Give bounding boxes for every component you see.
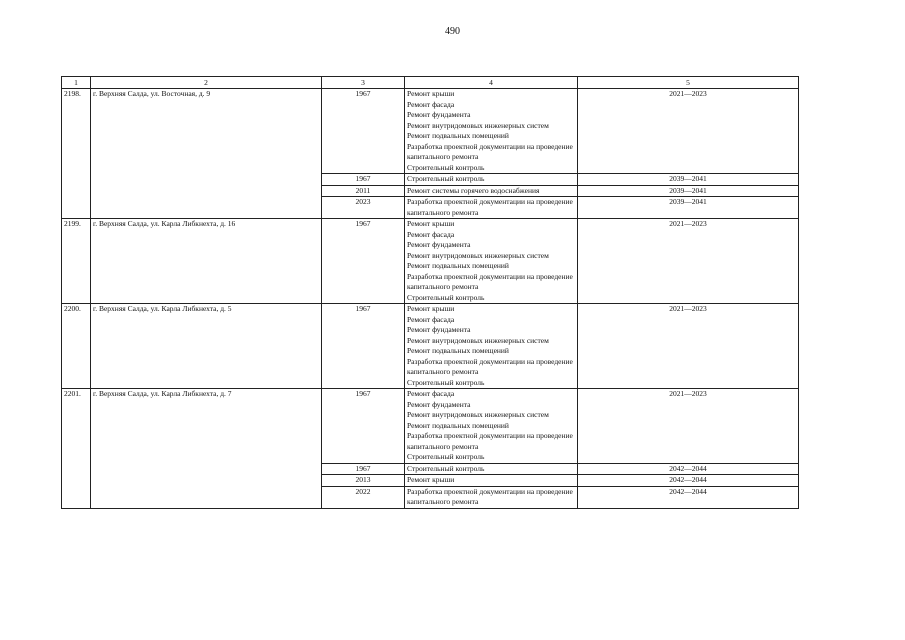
work-item: Ремонт крыши [407, 89, 455, 98]
work-item: Разработка проектной документации на проведение капитального ремонта [407, 431, 573, 451]
period-cell: 2042—2044 [578, 486, 799, 508]
works-cell [405, 475, 578, 487]
work-item: Строительный контроль [407, 463, 485, 473]
year-cell: 2023 [322, 197, 405, 219]
table-row [62, 89, 799, 174]
year-cell: 2011 [322, 185, 405, 197]
work-item: Ремонт внутридомовых инженерных систем [407, 250, 549, 260]
header-col-1: 1 [62, 77, 91, 89]
table-row [62, 389, 799, 464]
work-item: Ремонт фундамента [407, 399, 471, 409]
record-number: 2198. [62, 89, 91, 219]
record-address: г. Верхняя Салда, ул. Карла Либкнехта, д. 7 [91, 389, 322, 509]
period-cell: 2021—2023 [578, 304, 799, 389]
table-row [62, 304, 799, 389]
work-item: Ремонт внутридомовых инженерных систем [407, 335, 549, 345]
period-cell: 2039—2041 [578, 197, 799, 219]
work-item: Ремонт крыши [407, 219, 455, 228]
work-item: Ремонт подвальных помещений [407, 420, 509, 430]
work-item: Ремонт подвальных помещений [407, 131, 509, 140]
work-item: Разработка проектной документации на проведение капитального ремонта [407, 486, 573, 506]
work-item: Строительный контроль [407, 162, 485, 172]
work-item: Строительный контроль [407, 377, 485, 387]
record-address: г. Верхняя Салда, ул. Карла Либкнехта, д. 5 [91, 304, 322, 389]
works-cell [405, 219, 578, 304]
year-cell: 2013 [322, 475, 405, 487]
work-item: Ремонт фасада [407, 389, 455, 398]
header-col-4: 4 [405, 77, 578, 89]
header-col-5: 5 [578, 77, 799, 89]
work-item: Ремонт фундамента [407, 240, 471, 249]
works-cell [405, 89, 578, 174]
work-item: Строительный контроль [407, 452, 485, 461]
work-item: Ремонт системы горячего водоснабжения [407, 185, 540, 195]
period-cell: 2042—2044 [578, 463, 799, 475]
work-item: Ремонт фундамента [407, 325, 471, 334]
work-item: Разработка проектной документации на проведение капитального ремонта [407, 141, 573, 161]
works-cell [405, 389, 578, 464]
works-cell [405, 463, 578, 475]
work-item: Разработка проектной документации на проведение капитального ремонта [407, 356, 573, 376]
record-address: г. Верхняя Салда, ул. Восточная, д. 9 [91, 89, 322, 219]
table-body [62, 89, 799, 509]
record-address: г. Верхняя Салда, ул. Карла Либкнехта, д. 16 [91, 219, 322, 304]
works-cell [405, 304, 578, 389]
work-item: Разработка проектной документации на проведение капитального ремонта [407, 197, 573, 217]
header-col-3: 3 [322, 77, 405, 89]
year-cell: 1967 [322, 89, 405, 174]
record-number: 2201. [62, 389, 91, 509]
header-col-2: 2 [91, 77, 322, 89]
works-cell [405, 486, 578, 508]
work-item: Ремонт подвальных помещений [407, 261, 509, 270]
capital-repair-table [61, 76, 799, 509]
table-header [62, 77, 799, 89]
work-item: Разработка проектной документации на проведение капитального ремонта [407, 271, 573, 291]
year-cell: 1967 [322, 219, 405, 304]
table-row [62, 219, 799, 304]
period-cell: 2021—2023 [578, 219, 799, 304]
work-item: Ремонт внутридомовых инженерных систем [407, 410, 549, 419]
work-item: Ремонт фасада [407, 99, 455, 109]
period-cell: 2021—2023 [578, 89, 799, 174]
work-item: Ремонт крыши [407, 304, 455, 313]
period-cell: 2039—2041 [578, 185, 799, 197]
works-cell [405, 197, 578, 219]
work-item: Строительный контроль [407, 292, 485, 302]
work-item: Ремонт фасада [407, 314, 455, 324]
period-cell: 2039—2041 [578, 174, 799, 186]
work-item: Ремонт подвальных помещений [407, 346, 509, 355]
works-cell [405, 174, 578, 186]
year-cell: 1967 [322, 304, 405, 389]
work-item: Ремонт внутридомовых инженерных систем [407, 120, 549, 130]
period-cell: 2021—2023 [578, 389, 799, 464]
year-cell: 2022 [322, 486, 405, 508]
page-number: 490 [445, 26, 460, 37]
period-cell: 2042—2044 [578, 475, 799, 487]
record-number: 2199. [62, 219, 91, 304]
work-item: Ремонт фундамента [407, 110, 471, 119]
work-item: Строительный контроль [407, 174, 485, 183]
year-cell: 1967 [322, 389, 405, 464]
header-row [62, 77, 799, 89]
work-item: Ремонт крыши [407, 475, 455, 484]
works-cell [405, 185, 578, 197]
work-item: Ремонт фасада [407, 229, 455, 239]
year-cell: 1967 [322, 463, 405, 475]
year-cell: 1967 [322, 174, 405, 186]
record-number: 2200. [62, 304, 91, 389]
